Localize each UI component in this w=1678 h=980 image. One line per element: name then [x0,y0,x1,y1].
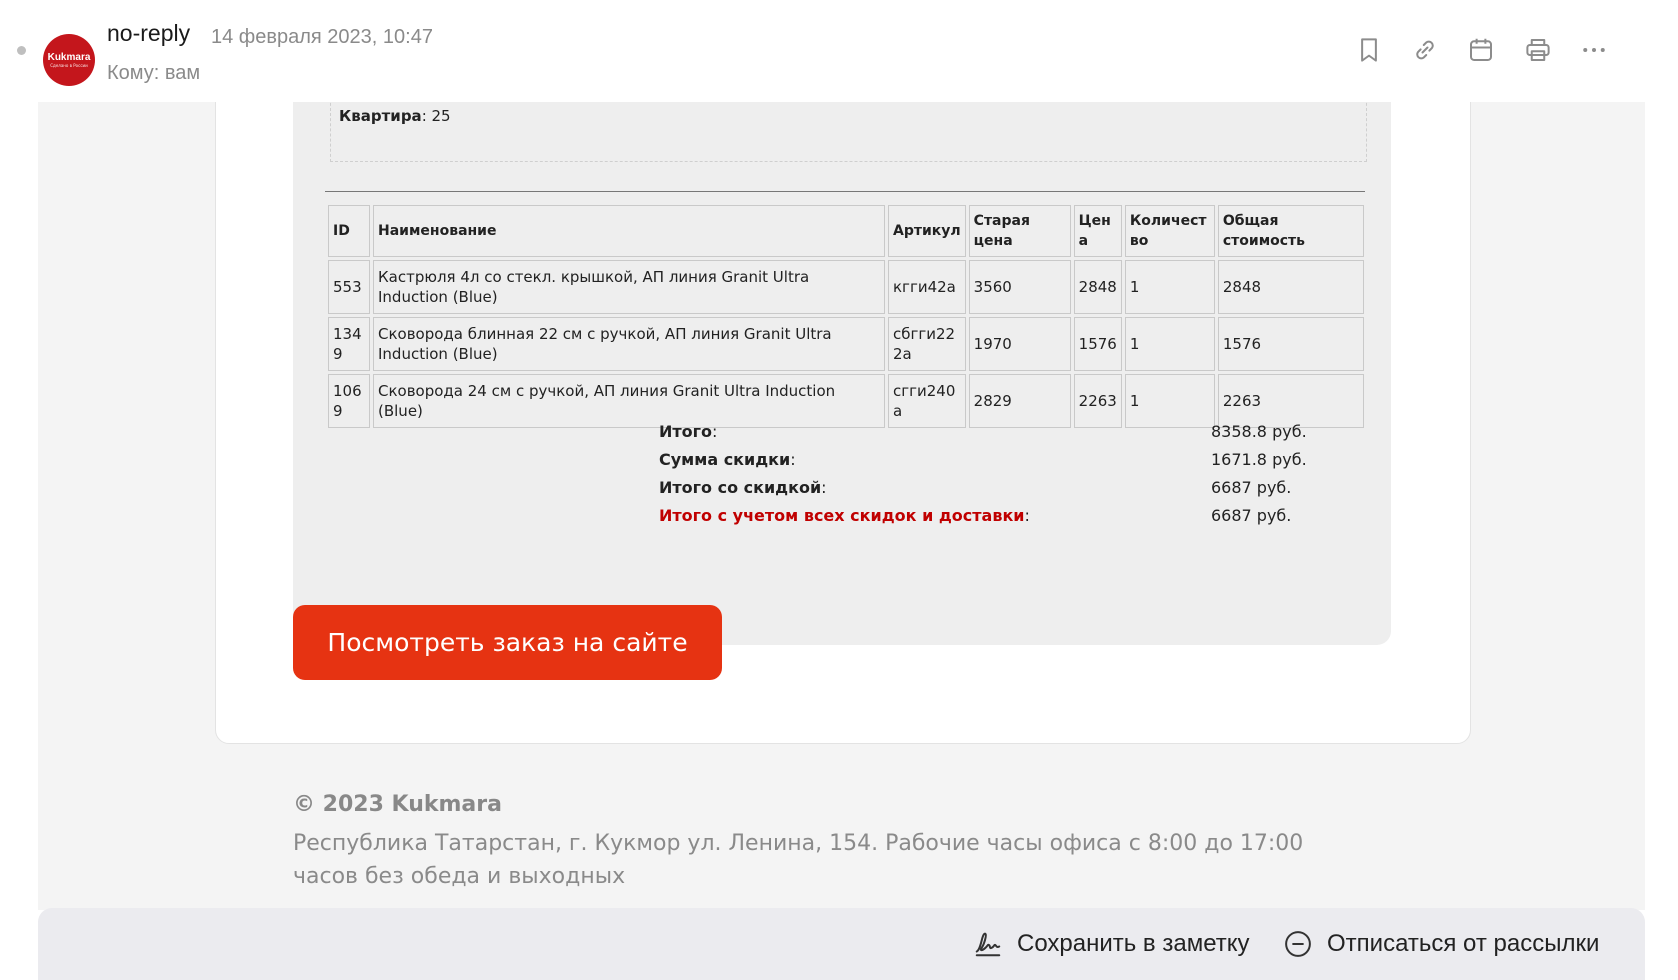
table-row [328,260,1364,314]
cell-sku: кгги42а [888,260,966,314]
print-button[interactable] [1521,33,1555,67]
subtotal-row [293,422,1391,444]
header-total: Общая стоимость [1218,205,1364,257]
cell-old-price: 3560 [969,260,1071,314]
cell-price: 2848 [1074,260,1122,314]
footer-address: Республика Татарстан, г. Кукмор ул. Ленина, 154. Рабочие часы офиса с 8:00 до 17:00 часов без обеда и выходных [293,831,1304,889]
avatar-logo: Kukmara [47,51,91,63]
cell-id: 1069 [328,374,370,428]
table-header-row [328,205,1364,257]
table-row [328,317,1364,371]
email-date: 14 февраля 2023, 10:47 [211,26,433,48]
recipient[interactable]: Кому: вам [107,62,201,84]
grand-total-value: 6687 руб. [1211,506,1292,525]
email-body [38,102,1645,910]
cell-sku: сбгги222а [888,317,966,371]
cell-id: 553 [328,260,370,314]
minus-circle-icon [1283,929,1313,959]
bookmark-button[interactable] [1352,33,1386,67]
signature-icon [973,929,1003,959]
calendar-button[interactable] [1464,33,1498,67]
email-header [0,0,1678,102]
avatar[interactable] [43,34,95,86]
discounted-total-row [293,478,1391,500]
cell-id: 1349 [328,317,370,371]
cell-name: Кастрюля 4л со стекл. крышкой, АП линия Granit Ultra Induction (Blue) [373,260,885,314]
discounted-total-label: Итого со скидкой: [659,478,827,497]
cell-sku: сгги240а [888,374,966,428]
order-items-table [325,202,1367,431]
more-button[interactable] [1577,33,1611,67]
avatar-logo-sub: Сделано в России [50,62,88,68]
cell-old-price: 1970 [969,317,1071,371]
bookmark-icon [1354,35,1384,65]
sender-name[interactable]: no-reply [107,20,191,46]
discount-value: 1671.8 руб. [1211,450,1307,469]
discount-label: Сумма скидки: [659,450,796,469]
header-qty: Количество [1125,205,1215,257]
divider [325,191,1365,192]
cell-price: 1576 [1074,317,1122,371]
footer-copyright: © 2023 Kukmara [293,792,502,817]
cell-total: 1576 [1218,317,1364,371]
cell-name: Сковорода 24 см с ручкой, АП линия Granit Ultra Induction (Blue) [373,374,885,428]
header-id: ID [328,205,370,257]
header-name: Наименование [373,205,885,257]
cell-qty: 1 [1125,260,1215,314]
header-old-price: Старая цена [969,205,1071,257]
discount-row [293,450,1391,472]
cell-total: 2848 [1218,260,1364,314]
unread-dot[interactable] [17,46,26,55]
view-order-button[interactable]: Посмотреть заказ на сайте [293,605,722,680]
copy-link-button[interactable] [1408,33,1442,67]
more-icon [1579,35,1609,65]
save-note-button[interactable] [973,908,1250,980]
grand-total-label: Итого с учетом всех скидок и доставки: [659,506,1030,525]
print-icon [1523,35,1553,65]
cell-price: 2263 [1074,374,1122,428]
order-details [293,62,1391,645]
calendar-icon [1466,35,1496,65]
cell-old-price: 2829 [969,374,1071,428]
discounted-total-value: 6687 руб. [1211,478,1292,497]
save-note-label: Сохранить в заметку [1017,930,1250,957]
bottom-action-bar [38,908,1645,980]
address-flat: Квартира: 25 [339,107,451,125]
subtotal-value: 8358.8 руб. [1211,422,1307,441]
unsubscribe-button[interactable] [1283,908,1599,980]
cell-qty: 1 [1125,374,1215,428]
cell-qty: 1 [1125,317,1215,371]
table-row [328,374,1364,428]
link-icon [1410,35,1440,65]
header-sku: Артикул [888,205,966,257]
cell-name: Сковорода блинная 22 см с ручкой, АП линия Granit Ultra Induction (Blue) [373,317,885,371]
unsubscribe-label: Отписаться от рассылки [1327,930,1600,957]
cell-total: 2263 [1218,374,1364,428]
grand-total-row [293,506,1391,528]
subtotal-label: Итого: [659,422,718,441]
header-price: Цена [1074,205,1122,257]
